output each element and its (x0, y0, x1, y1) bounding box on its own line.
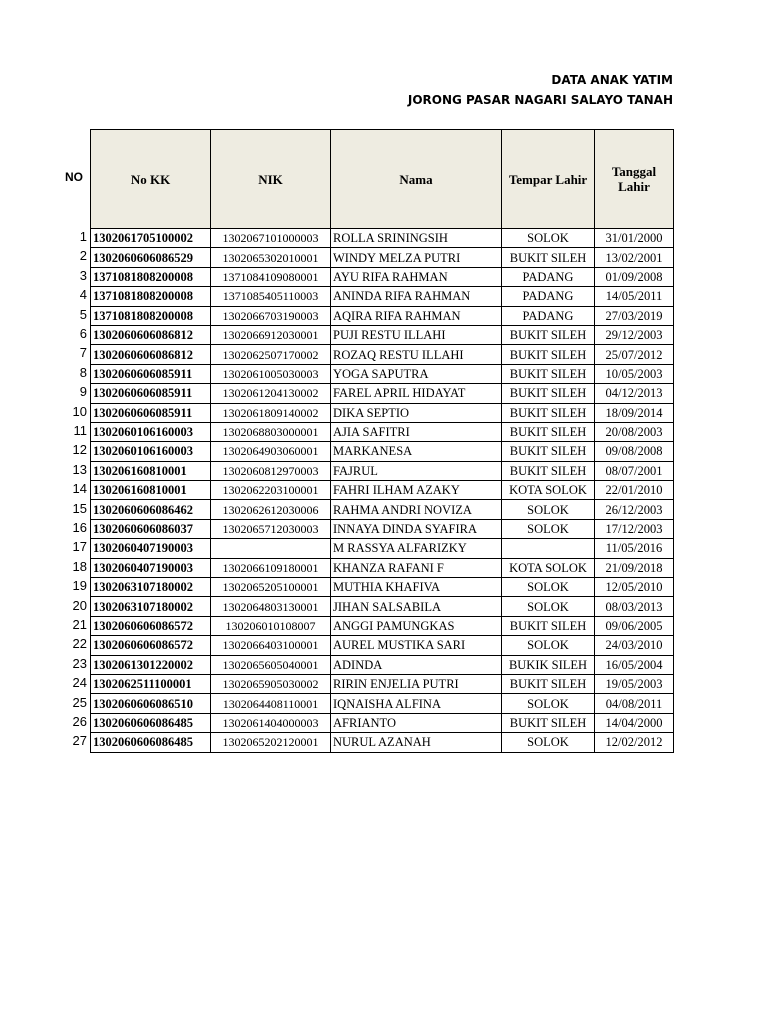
cell-no-kk: 1302062511100001 (91, 674, 211, 693)
table-row (91, 558, 674, 577)
column-header-nik: NIK (211, 130, 331, 229)
cell-nama: KHANZA RAFANI F (331, 558, 502, 577)
table-row (91, 500, 674, 519)
cell-no-kk: 1302060106160003 (91, 442, 211, 461)
cell-nik: 1302062507170002 (211, 345, 331, 364)
row-number: 13 (72, 461, 87, 477)
table-row (91, 442, 674, 461)
row-number: 22 (72, 636, 87, 652)
cell-tempat-lahir: BUKIT SILEH (502, 616, 595, 635)
cell-tanggal-lahir: 01/09/2008 (595, 267, 674, 286)
cell-nama: ROZAQ RESTU ILLAHI (331, 345, 502, 364)
cell-tanggal-lahir: 24/03/2010 (595, 636, 674, 655)
column-header-nama: Nama (331, 130, 502, 229)
document-title: DATA ANAK YATIM (551, 73, 673, 87)
cell-no-kk: 1302060606086037 (91, 519, 211, 538)
cell-tempat-lahir: BUKIT SILEH (502, 325, 595, 344)
row-number: 21 (72, 617, 87, 632)
table-row (91, 403, 674, 422)
table-row (91, 248, 674, 267)
row-number: 10 (72, 403, 87, 419)
cell-nama: ADINDA (331, 655, 502, 674)
cell-tanggal-lahir: 31/01/2000 (595, 229, 674, 248)
cell-nik: 1371084109080001 (211, 267, 331, 286)
cell-nama: INNAYA DINDA SYAFIRA (331, 519, 502, 538)
cell-nama: MUTHIA KHAFIVA (331, 578, 502, 597)
cell-tanggal-lahir: 08/07/2001 (595, 461, 674, 480)
cell-nama: ROLLA SRININGSIH (331, 229, 502, 248)
cell-no-kk: 1302060606086812 (91, 325, 211, 344)
cell-tanggal-lahir: 16/05/2004 (595, 655, 674, 674)
cell-nik: 1302066109180001 (211, 558, 331, 577)
cell-nama: NURUL AZANAH (331, 733, 502, 752)
cell-nama: RAHMA ANDRI NOVIZA (331, 500, 502, 519)
cell-nama: PUJI RESTU ILLAHI (331, 325, 502, 344)
cell-tempat-lahir: BUKIT SILEH (502, 461, 595, 480)
row-number: 7 (79, 345, 87, 361)
cell-no-kk: 1302060606086462 (91, 500, 211, 519)
cell-no-kk: 1371081808200008 (91, 287, 211, 306)
cell-tempat-lahir: BUKIT SILEH (502, 364, 595, 383)
table-row (91, 713, 674, 732)
cell-nama: IQNAISHA ALFINA (331, 694, 502, 713)
cell-tanggal-lahir: 09/08/2008 (595, 442, 674, 461)
row-number: 3 (79, 267, 87, 283)
cell-no-kk: 1302060606085911 (91, 384, 211, 403)
cell-nik: 1302062203100001 (211, 481, 331, 500)
cell-nik: 1302061809140002 (211, 403, 331, 422)
cell-tanggal-lahir: 14/05/2011 (595, 287, 674, 306)
cell-no-kk: 1302061705100002 (91, 229, 211, 248)
row-number: 16 (72, 520, 87, 535)
cell-tanggal-lahir: 04/12/2013 (595, 384, 674, 403)
cell-tanggal-lahir: 11/05/2016 (595, 539, 674, 558)
cell-no-kk: 1302060606086510 (91, 694, 211, 713)
cell-tempat-lahir: BUKIK SILEH (502, 655, 595, 674)
table-row (91, 384, 674, 403)
table-row (91, 461, 674, 480)
cell-no-kk: 1302060407190003 (91, 539, 211, 558)
cell-tempat-lahir: SOLOK (502, 733, 595, 752)
cell-no-kk: 1302063107180002 (91, 597, 211, 616)
cell-nik: 1302062612030006 (211, 500, 331, 519)
row-number: 1 (79, 229, 87, 244)
cell-tempat-lahir: BUKIT SILEH (502, 384, 595, 403)
cell-no-kk: 1302060606086812 (91, 345, 211, 364)
cell-tanggal-lahir: 12/05/2010 (595, 578, 674, 597)
row-number: 17 (72, 539, 87, 555)
table-row (91, 539, 674, 558)
cell-nik: 1302064408110001 (211, 694, 331, 713)
table-row (91, 733, 674, 752)
table-row (91, 578, 674, 597)
table-row (91, 636, 674, 655)
table-row (91, 267, 674, 286)
table-row (91, 481, 674, 500)
cell-nama: AJIA SAFITRI (331, 422, 502, 441)
cell-nik: 130206010108007 (211, 616, 331, 635)
cell-tempat-lahir: BUKIT SILEH (502, 442, 595, 461)
cell-tempat-lahir: SOLOK (502, 578, 595, 597)
table-row (91, 616, 674, 635)
cell-tanggal-lahir: 04/08/2011 (595, 694, 674, 713)
cell-tanggal-lahir: 08/03/2013 (595, 597, 674, 616)
cell-no-kk: 1302063107180002 (91, 578, 211, 597)
cell-nama: ANINDA RIFA RAHMAN (331, 287, 502, 306)
cell-tempat-lahir: SOLOK (502, 500, 595, 519)
cell-nama: AUREL MUSTIKA SARI (331, 636, 502, 655)
cell-tempat-lahir: KOTA SOLOK (502, 481, 595, 500)
table-row (91, 674, 674, 693)
cell-no-kk: 1302060407190003 (91, 558, 211, 577)
cell-nama: MARKANESA (331, 442, 502, 461)
cell-tempat-lahir: PADANG (502, 306, 595, 325)
cell-nik: 1302065302010001 (211, 248, 331, 267)
cell-nik: 1302067101000003 (211, 229, 331, 248)
cell-tanggal-lahir: 21/09/2018 (595, 558, 674, 577)
cell-nik: 1302065905030002 (211, 674, 331, 693)
table-row (91, 597, 674, 616)
cell-tempat-lahir: BUKIT SILEH (502, 713, 595, 732)
cell-tanggal-lahir: 27/03/2019 (595, 306, 674, 325)
table-row (91, 325, 674, 344)
cell-nik: 1302060812970003 (211, 461, 331, 480)
cell-nik: 1302064803130001 (211, 597, 331, 616)
cell-no-kk: 1302060606085911 (91, 403, 211, 422)
row-number: 18 (72, 558, 87, 574)
row-number: 23 (72, 655, 87, 671)
cell-nik: 1302066703190003 (211, 306, 331, 325)
orphan-data-table (90, 129, 674, 753)
cell-tanggal-lahir: 29/12/2003 (595, 325, 674, 344)
cell-nama: AQIRA RIFA RAHMAN (331, 306, 502, 325)
cell-tanggal-lahir: 22/01/2010 (595, 481, 674, 500)
cell-nama: AFRIANTO (331, 713, 502, 732)
cell-tempat-lahir: SOLOK (502, 519, 595, 538)
cell-no-kk: 1302060606086572 (91, 616, 211, 635)
cell-tanggal-lahir: 25/07/2012 (595, 345, 674, 364)
cell-tempat-lahir: KOTA SOLOK (502, 558, 595, 577)
column-header-tanggal-lahir: Tanggal Lahir (595, 130, 674, 229)
table-row (91, 655, 674, 674)
cell-tanggal-lahir: 19/05/2003 (595, 674, 674, 693)
row-number: 25 (72, 694, 87, 710)
cell-no-kk: 130206160810001 (91, 461, 211, 480)
row-number: 27 (72, 733, 87, 749)
cell-tempat-lahir: SOLOK (502, 229, 595, 248)
cell-no-kk: 1371081808200008 (91, 306, 211, 325)
cell-no-kk: 1371081808200008 (91, 267, 211, 286)
cell-no-kk: 130206160810001 (91, 481, 211, 500)
cell-nik: 1302061204130002 (211, 384, 331, 403)
table-row (91, 287, 674, 306)
cell-tanggal-lahir: 18/09/2014 (595, 403, 674, 422)
cell-tempat-lahir: PADANG (502, 287, 595, 306)
cell-nik: 1302065205100001 (211, 578, 331, 597)
row-number: 2 (79, 248, 87, 264)
cell-nik: 1371085405110003 (211, 287, 331, 306)
column-header-no: NO (65, 170, 83, 184)
row-number: 6 (79, 326, 87, 341)
cell-tanggal-lahir: 13/02/2001 (595, 248, 674, 267)
cell-nik: 1302068803000001 (211, 422, 331, 441)
row-number: 5 (79, 306, 87, 322)
cell-tempat-lahir: BUKIT SILEH (502, 422, 595, 441)
column-header-no-kk: No KK (91, 130, 211, 229)
cell-nama: FAREL APRIL HIDAYAT (331, 384, 502, 403)
cell-tempat-lahir: BUKIT SILEH (502, 674, 595, 693)
cell-tanggal-lahir: 10/05/2003 (595, 364, 674, 383)
table-row (91, 422, 674, 441)
cell-tanggal-lahir: 26/12/2003 (595, 500, 674, 519)
cell-tanggal-lahir: 20/08/2003 (595, 422, 674, 441)
cell-tanggal-lahir: 09/06/2005 (595, 616, 674, 635)
row-number: 19 (72, 578, 87, 594)
cell-tempat-lahir: BUKIT SILEH (502, 345, 595, 364)
cell-tempat-lahir: SOLOK (502, 597, 595, 616)
cell-nik: 1302065712030003 (211, 519, 331, 538)
row-number: 14 (72, 481, 87, 497)
table-header-row (91, 130, 674, 229)
cell-nik (211, 539, 331, 558)
table-row (91, 306, 674, 325)
row-number: 20 (72, 597, 87, 613)
cell-nik: 1302066403100001 (211, 636, 331, 655)
row-number: 12 (72, 442, 87, 458)
table-row (91, 519, 674, 538)
cell-nama: WINDY MELZA PUTRI (331, 248, 502, 267)
cell-nik: 1302061404000003 (211, 713, 331, 732)
cell-nama: AYU RIFA RAHMAN (331, 267, 502, 286)
table-row (91, 345, 674, 364)
table-row (91, 694, 674, 713)
cell-no-kk: 1302061301220002 (91, 655, 211, 674)
cell-nama: RIRIN ENJELIA PUTRI (331, 674, 502, 693)
document-subtitle: JORONG PASAR NAGARI SALAYO TANAH (407, 93, 673, 107)
column-header-tempat-lahir: Tempar Lahir (502, 130, 595, 229)
cell-tempat-lahir: SOLOK (502, 636, 595, 655)
cell-tanggal-lahir: 14/04/2000 (595, 713, 674, 732)
cell-no-kk: 1302060606086485 (91, 733, 211, 752)
row-number: 4 (79, 287, 87, 303)
cell-nama: JIHAN SALSABILA (331, 597, 502, 616)
cell-no-kk: 1302060606086485 (91, 713, 211, 732)
row-number: 15 (72, 500, 87, 516)
cell-tempat-lahir: PADANG (502, 267, 595, 286)
cell-nik: 1302061005030003 (211, 364, 331, 383)
cell-nik: 1302065202120001 (211, 733, 331, 752)
cell-nama: DIKA SEPTIO (331, 403, 502, 422)
row-number: 8 (79, 364, 87, 380)
cell-tempat-lahir: BUKIT SILEH (502, 403, 595, 422)
cell-tempat-lahir: SOLOK (502, 694, 595, 713)
cell-tanggal-lahir: 12/02/2012 (595, 733, 674, 752)
cell-nama: YOGA SAPUTRA (331, 364, 502, 383)
cell-nama: ANGGI PAMUNGKAS (331, 616, 502, 635)
table-row (91, 229, 674, 248)
table-row (91, 364, 674, 383)
cell-no-kk: 1302060606086572 (91, 636, 211, 655)
cell-no-kk: 1302060606085911 (91, 364, 211, 383)
cell-tempat-lahir (502, 539, 595, 558)
cell-no-kk: 1302060606086529 (91, 248, 211, 267)
cell-nik: 1302066912030001 (211, 325, 331, 344)
cell-nama: FAHRI ILHAM AZAKY (331, 481, 502, 500)
cell-nik: 1302065605040001 (211, 655, 331, 674)
cell-tempat-lahir: BUKIT SILEH (502, 248, 595, 267)
cell-nama: FAJRUL (331, 461, 502, 480)
row-number: 24 (72, 675, 87, 691)
row-number: 11 (73, 423, 87, 438)
row-number: 9 (79, 384, 87, 400)
cell-nama: M RASSYA ALFARIZKY (331, 539, 502, 558)
cell-tanggal-lahir: 17/12/2003 (595, 519, 674, 538)
cell-nik: 1302064903060001 (211, 442, 331, 461)
cell-no-kk: 1302060106160003 (91, 422, 211, 441)
row-number: 26 (72, 714, 87, 729)
